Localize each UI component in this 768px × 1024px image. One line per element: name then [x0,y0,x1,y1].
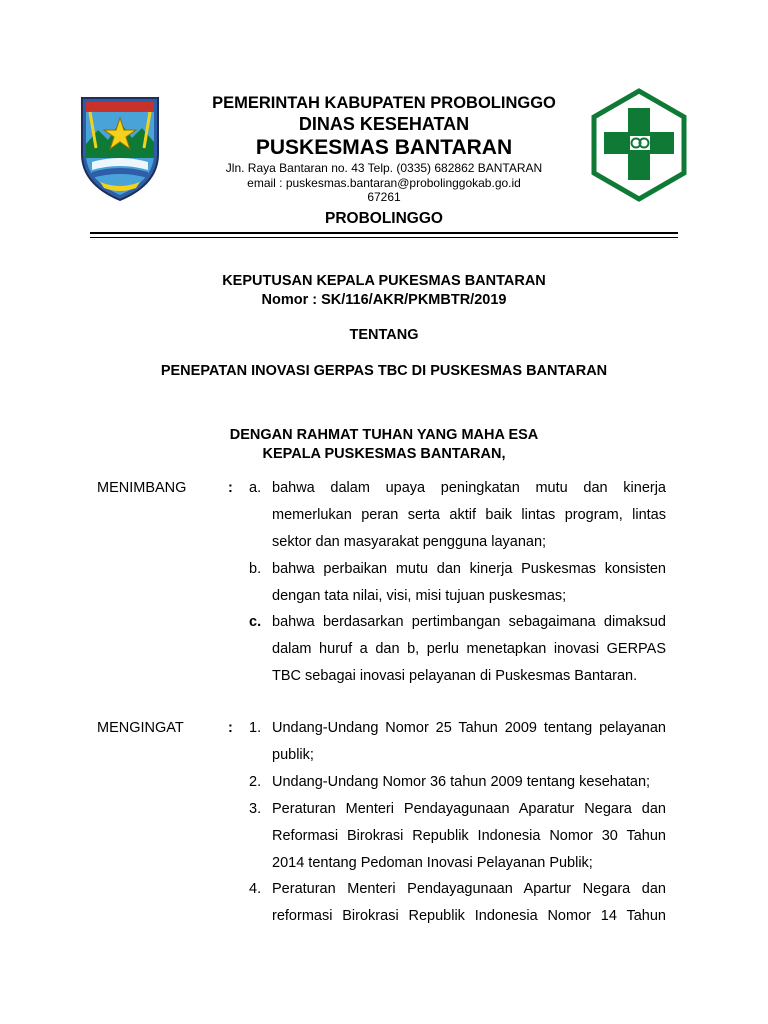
letterhead-rule-thick [90,232,678,234]
head-title: KEPALA PUSKESMAS BANTARAN, [262,446,506,462]
list-item-marker: b. [249,561,262,577]
list-item: Peraturan Menteri Pendayagunaan Aparatur Negara dan Reformasi Birokrasi Republik Indonesia Nomor 30 Tahun 2014 tentang Pedoman Inovasi Pelayanan Publik; [272,801,666,871]
menimbang-colon: : [228,480,233,496]
blessing-line: DENGAN RAHMAT TUHAN YANG MAHA ESA [229,427,539,443]
decree-title: KEPUTUSAN KEPALA PUKESMAS BANTARAN [222,273,546,289]
email-line: email : puskesmas.bantaran@probolinggokab.go.id [247,175,521,190]
menimbang-label: MENIMBANG [97,480,187,496]
list-item-marker: 1. [249,720,262,736]
mengingat-colon: : [228,720,233,736]
decree-number: Nomor : SK/116/AKR/PKMBTR/2019 [261,292,507,308]
list-item-marker: 3. [249,801,262,817]
government-name: PEMERINTAH KABUPATEN PROBOLINGGO [212,94,556,112]
list-item: Undang-Undang Nomor 36 tahun 2009 tentang kesehatan; [272,774,651,790]
institution-name: PUSKESMAS BANTARAN [255,136,513,159]
about-heading: TENTANG [349,327,419,343]
list-item: bahwa berdasarkan pertimbangan sebagaimana dimaksud dalam huruf a dan b, perlu menetapkan inovasi GERPAS TBC sebagai inovasi pelayanan di Puskesmas Bantaran. [272,614,666,684]
list-item: bahwa perbaikan mutu dan kinerja Puskesmas konsisten dengan tata nilai, visi, misi tujuan puskesmas; [272,561,666,604]
list-item: bahwa dalam upaya peningkatan mutu dan kinerja memerlukan peran serta aktif baik lintas program, lintas sektor dan masyarakat pengguna layanan; [272,480,666,550]
mengingat-label: MENGINGAT [97,720,184,736]
city-name: PROBOLINGGO [325,209,443,227]
regency-coat-of-arms-icon [78,92,162,202]
letterhead-rule-thin [90,237,678,238]
puskesmas-green-cross-logo-icon [590,88,688,202]
list-item-marker: c. [249,614,262,630]
decree-subject: PENEPATAN INOVASI GERPAS TBC DI PUSKESMAS BANTARAN [160,363,608,379]
list-item: Undang-Undang Nomor 25 Tahun 2009 tentang pelayanan publik; [272,720,666,763]
agency-name: DINAS KESEHATAN [298,114,470,134]
list-item-marker: 4. [249,881,262,897]
list-item: Peraturan Menteri Pendayagunaan Apartur Negara dan reformasi Birokrasi Republik Indonesia Nomor 14 Tahun [272,881,666,924]
list-item-marker: a. [249,480,262,496]
address-line: Jln. Raya Bantaran no. 43 Telp. (0335) 682862 BANTARAN [225,161,543,175]
letterhead [180,93,588,229]
postcode-line: 67261 [367,190,401,204]
list-item-marker: 2. [249,774,262,790]
